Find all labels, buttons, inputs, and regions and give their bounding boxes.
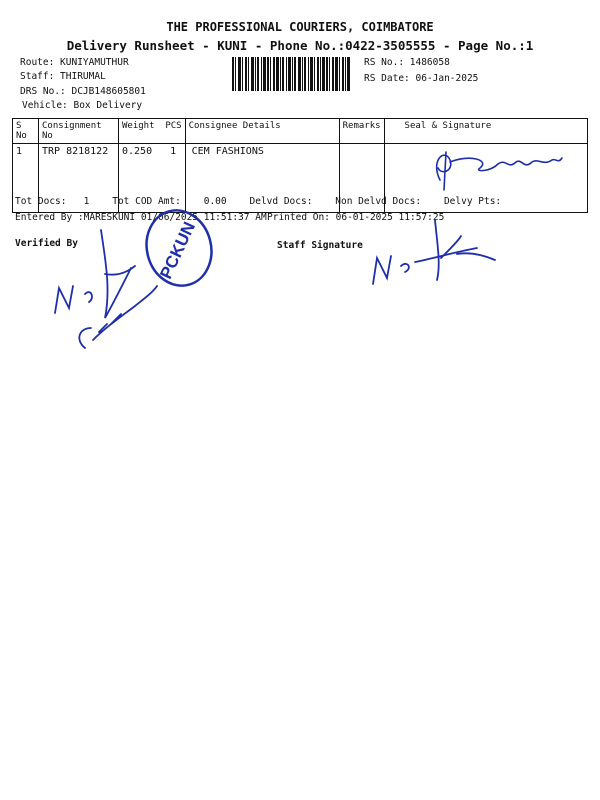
staff-field: Staff: THIRUMAL bbox=[20, 71, 106, 82]
row-consignment-no: TRP 8218122 bbox=[39, 144, 119, 213]
totals-line: Tot Docs: 1 Tot COD Amt: 0.00 Delvd Docs: Non Delvd Docs: Delvy Pts: bbox=[15, 196, 502, 207]
stamp-text: PCKUN bbox=[156, 218, 200, 282]
vehicle-field: Vehicle: Box Delivery bbox=[22, 100, 143, 111]
col-header-seal-signature: Seal & Signature bbox=[384, 119, 587, 144]
pckun-stamp bbox=[143, 207, 215, 289]
runsheet-subtitle: Delivery Runsheet - KUNI - Phone No.:0422-3505555 - Page No.:1 bbox=[66, 38, 534, 53]
printed-on: Printed On: 06-01-2025 11:57:25 bbox=[267, 212, 445, 223]
row-sno: 1 bbox=[13, 144, 39, 213]
rs-date: RS Date: 06-Jan-2025 bbox=[364, 73, 479, 84]
verified-by-label: Verified By bbox=[15, 238, 78, 249]
staff-signature bbox=[365, 218, 515, 293]
col-header-remarks: Remarks bbox=[339, 119, 384, 144]
route-field: Route: KUNIYAMUTHUR bbox=[20, 57, 129, 68]
row-consignee: CEM FASHIONS bbox=[185, 144, 339, 213]
row-weight-pcs: 0.250 1 bbox=[119, 144, 186, 213]
col-header-sno: S No bbox=[13, 119, 39, 144]
col-header-consignment: Consignment No bbox=[39, 119, 119, 144]
drs-number: DRS No.: DCJB148605801 bbox=[20, 86, 146, 97]
receiver-signature bbox=[420, 140, 570, 195]
entered-by: Entered By :MARESKUNI 01/06/2025 11:51:37 AM bbox=[15, 212, 267, 223]
rs-number: RS No.: 1486058 bbox=[364, 57, 450, 68]
col-header-weight-pcs: Weight PCS bbox=[119, 119, 186, 144]
barcode bbox=[232, 57, 350, 91]
staff-signature-label: Staff Signature bbox=[277, 240, 363, 251]
document-title: THE PROFESSIONAL COURIERS, COIMBATORE bbox=[166, 20, 434, 34]
col-header-consignee: Consignee Details bbox=[185, 119, 339, 144]
